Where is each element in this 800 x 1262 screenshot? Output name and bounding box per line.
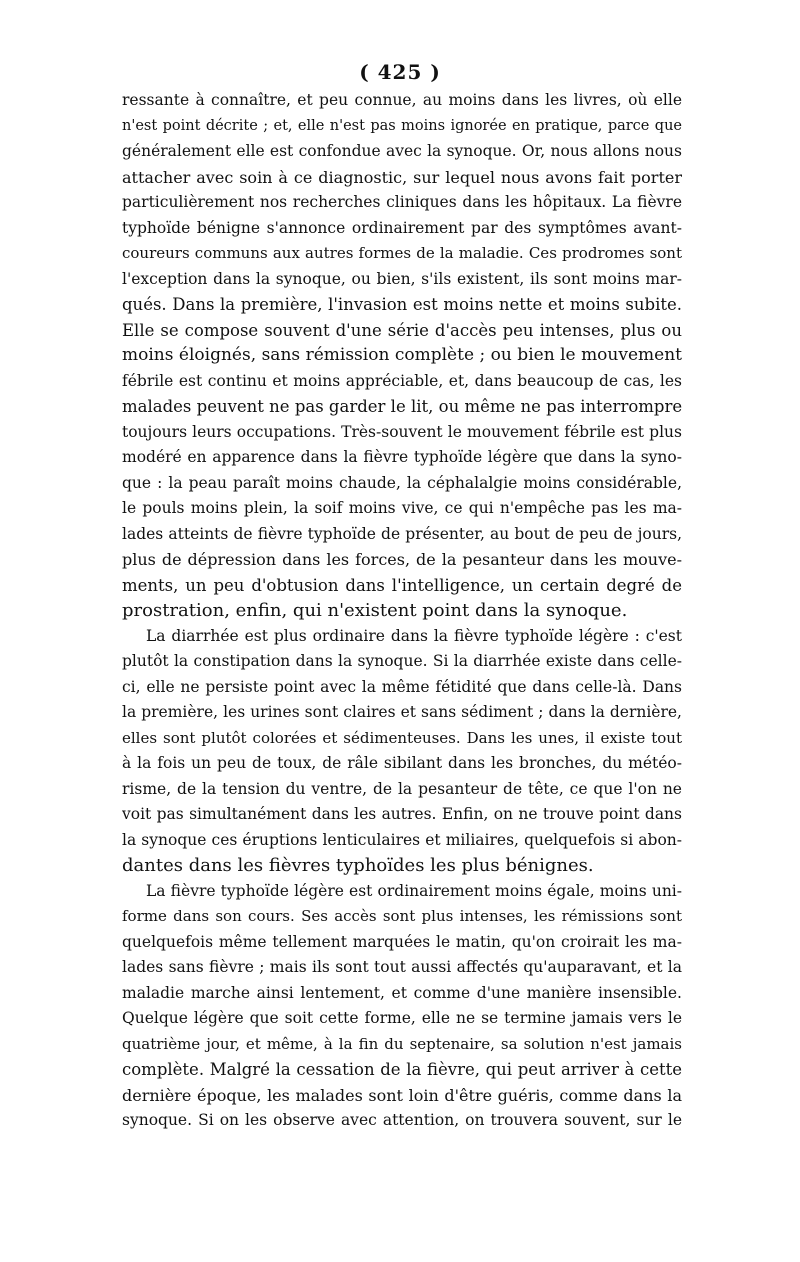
text-line: dantes dans les fièvres typhoïdes les plus bénignes. [122,855,594,876]
text-line: modéré en apparence dans la fièvre typhoïde légère que dans la syno- [122,448,682,466]
text-line: la première, les urines sont claires et sans sédiment ; dans la dernière, [122,703,682,721]
text-line: que : la peau paraît moins chaude, la céphalalgie moins considérable, [122,473,682,492]
text-line: forme dans son cours. Ses accès sont plus intenses, les rémissions sont [122,907,682,925]
text-line: l'exception dans la synoque, ou bien, s'ils existent, ils sont moins mar- [122,269,682,288]
text-line: à la fois un peu de toux, de râle sibilant dans les bronches, du météo- [122,754,682,772]
text-line: ressante à connaître, et peu connue, au moins dans les livres, où elle [122,91,682,109]
text-line: plus de dépression dans les forces, de la pesanteur dans les mouve- [122,550,682,569]
text-line: le pouls moins plein, la soif moins vive, ce qui n'empêche pas les ma- [122,499,682,517]
text-line: qués. Dans la première, l'invasion est moins nette et moins subite. [122,295,682,314]
text-line: dernière époque, les malades sont loin d'être guéris, comme dans la [122,1085,682,1105]
text-line: voit pas simultanément dans les autres. Enfin, on ne trouve point dans [122,805,682,823]
text-line: coureurs communs aux autres formes de la maladie. Ces prodromes sont [122,244,682,262]
text-line: particulièrement nos recherches cliniques dans les hôpitaux. La fièvre [122,193,682,211]
text-line: n'est point décrite ; et, elle n'est pas moins ignorée en pratique, parce que [122,117,682,134]
body-text [122,88,682,1134]
text-line: fébrile est continu et moins appréciable, et, dans beaucoup de cas, les [122,371,682,390]
text-line: malades peuvent ne pas garder le lit, ou même ne pas interrompre [122,397,682,416]
text-line: La fièvre typhoïde légère est ordinairement moins égale, moins uni- [146,881,682,900]
text-line: elles sont plutôt colorées et sédimenteuses. Dans les unes, il existe tout [122,728,682,747]
text-line: synoque. Si on les observe avec attention, on trouvera souvent, sur le [122,1111,682,1129]
text-line: Elle se compose souvent d'une série d'accès peu intenses, plus ou [122,320,682,340]
text-line: lades atteints de fièvre typhoïde de présenter, au bout de peu de jours, [122,524,682,543]
text-line: La diarrhée est plus ordinaire dans la fièvre typhoïde légère : c'est [146,626,682,645]
text-line: Quelque légère que soit cette forme, elle ne se termine jamais vers le [122,1009,682,1027]
text-line: typhoïde bénigne s'annonce ordinairement par des symptômes avant- [122,218,682,237]
text-line: plutôt la constipation dans la synoque. Si la diarrhée existe dans celle- [122,652,682,670]
text-line: complète. Malgré la cessation de la fièvre, qui peut arriver à cette [122,1060,682,1079]
text-line: risme, de la tension du ventre, de la pesanteur de tête, ce que l'on ne [122,779,682,798]
text-line: ments, un peu d'obtusion dans l'intelligence, un certain degré de [122,575,682,595]
text-line: la synoque ces éruptions lenticulaires et miliaires, quelquefois si abon- [122,830,682,849]
text-line: attacher avec soin à ce diagnostic, sur lequel nous avons fait porter [122,167,682,187]
text-line: prostration, enfin, qui n'existent point dans la synoque. [122,600,628,621]
text-line: quatrième jour, et même, à la fin du septenaire, sa solution n'est jamais [122,1034,682,1053]
text-line: moins éloignés, sans rémission complète ; ou bien le mouvement [122,345,682,365]
text-line: quelquefois même tellement marquées le matin, qu'on croirait les ma- [122,932,682,951]
text-line: généralement elle est confondue avec la synoque. Or, nous allons nous [122,142,682,160]
text-line: ci, elle ne persiste point avec la même fétidité que dans celle-là. Dans [122,677,682,696]
text-line: toujours leurs occupations. Très-souvent le mouvement fébrile est plus [122,422,682,441]
page-number: ( 425 ) [359,60,441,84]
text-line: lades sans fièvre ; mais ils sont tout aussi affectés qu'auparavant, et la [122,958,682,976]
text-line: maladie marche ainsi lentement, et comme d'une manière insensible. [122,983,682,1002]
